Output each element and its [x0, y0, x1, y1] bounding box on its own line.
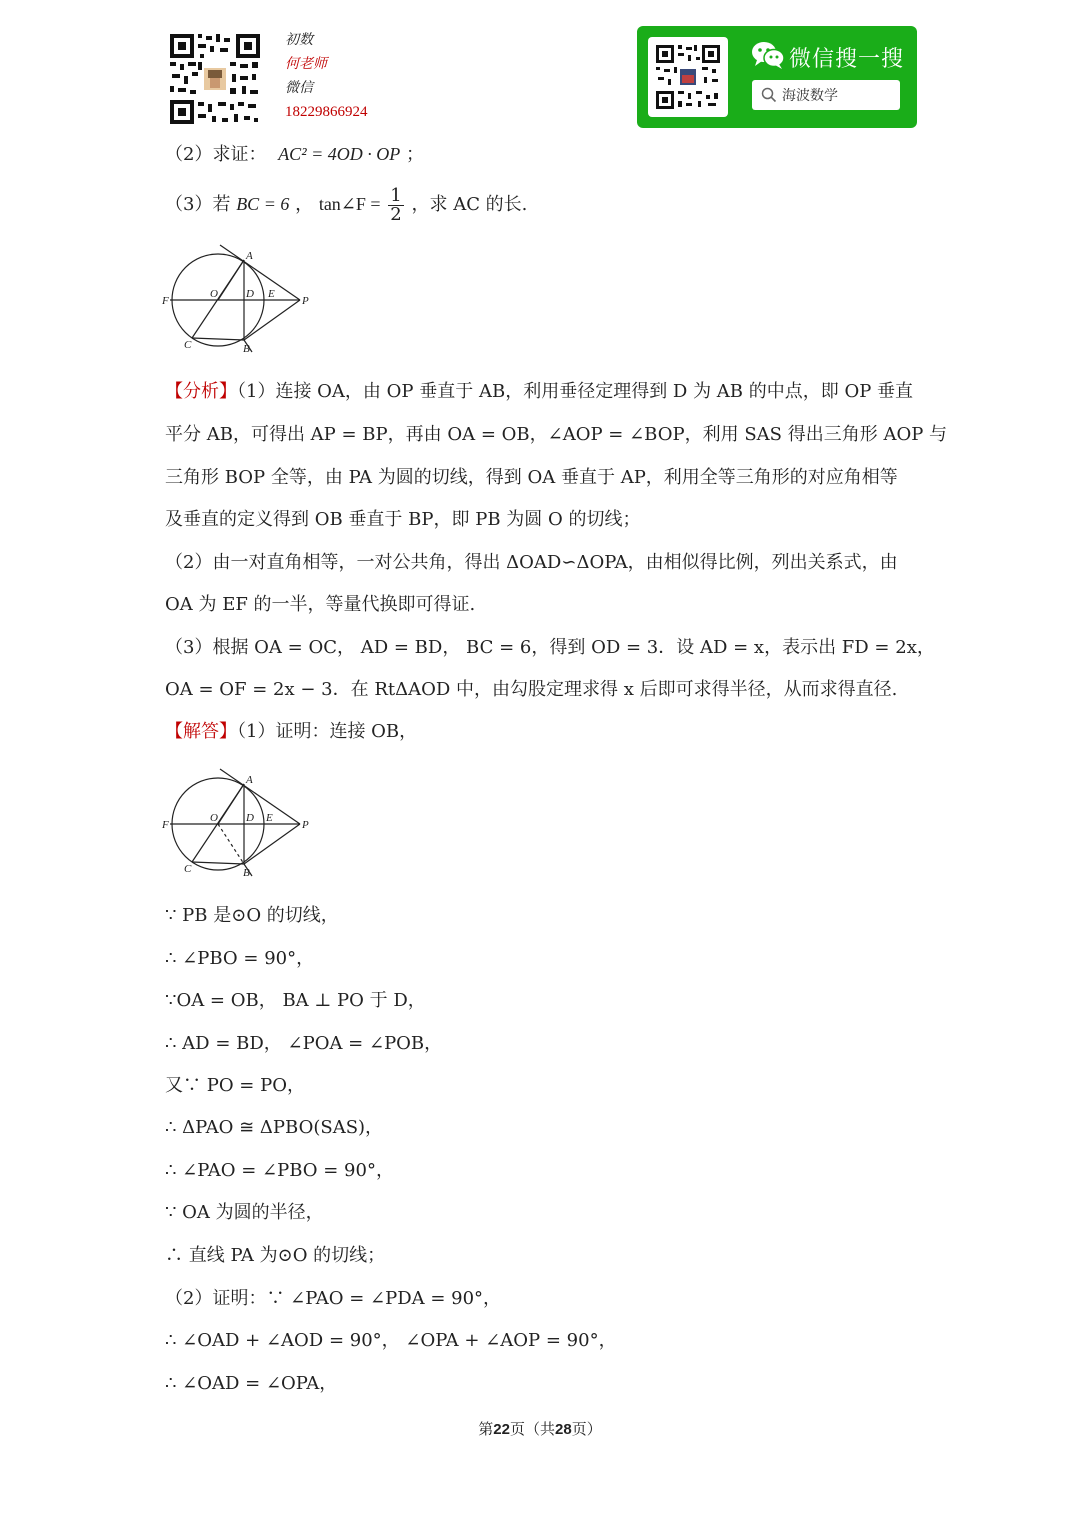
geometry-figure-2	[160, 764, 320, 884]
analysis-line-5: （2）由一对直角相等，一对公共角，得出 ΔOAD∽ΔOPA，由相似得比例，列出关系式，由	[165, 552, 898, 573]
fig2-label-B: B	[243, 867, 250, 879]
contact-info	[285, 28, 368, 124]
qr-code-left-graphic	[168, 32, 262, 126]
wechat-search-card[interactable]	[637, 26, 917, 128]
solution-step-9: ∴ 直线 PA 为⊙O 的切线；	[165, 1245, 386, 1266]
fig1-label-C: C	[184, 339, 192, 351]
analysis-line-6: OA 为 EF 的一半，等量代换即可得证.	[165, 594, 476, 615]
fig2-label-F: F	[162, 819, 169, 831]
q3-bc: BC = 6	[236, 194, 290, 214]
q2-label: （2）求证：	[165, 144, 267, 165]
fig2-label-P: P	[302, 819, 309, 831]
analysis-line-2: 平分 AB，可得出 AP = BP，再由 OA = OB，∠AOP = ∠BOP，利用 SAS 得出三角形 AOP 与	[165, 424, 948, 445]
wechat-qr-code-graphic	[648, 37, 728, 117]
solution-step-2: ∴ ∠PBO = 90°，	[165, 948, 315, 969]
wechat-logo-icon	[751, 40, 785, 70]
contact-line-phone: 18229866924	[285, 104, 368, 120]
fig2-label-E: E	[266, 812, 273, 824]
solution-step-11: ∴ ∠OAD + ∠AOD = 90°， ∠OPA + ∠AOP = 90°，	[165, 1330, 617, 1351]
contact-line-subject: 初数	[285, 32, 313, 48]
fig1-label-P: P	[302, 295, 309, 307]
footer-post: 页）	[571, 1420, 602, 1438]
contact-line-teacher: 何老师	[285, 56, 327, 72]
analysis-text-1: （1）连接 OA，由 OP 垂直于 AB，利用垂径定理得到 D 为 AB 的中点，即 OP 垂直	[237, 381, 914, 402]
fig1-label-D: D	[246, 288, 254, 300]
question-part-3: （3）若 BC = 6 ， tan∠F = $\frac{1}{2}$ ，求 AC 的长.	[165, 184, 528, 225]
fig1-label-B: B	[243, 343, 250, 355]
fig2-label-A: A	[246, 774, 253, 786]
solution-tag: 【解答】	[165, 721, 237, 742]
fig1-label-E: E	[268, 288, 275, 300]
footer-pre: 第	[478, 1420, 494, 1438]
solution-intro-text: （1）证明：连接 OB，	[237, 721, 418, 742]
q3-tan: tan∠F =	[318, 194, 381, 214]
analysis-line-7: （3）根据 OA = OC， AD = BD， BC = 6，得到 OD = 3．设 AD = x，表示出 FD = 2x，	[165, 637, 935, 658]
q2-end: ；	[405, 144, 424, 165]
footer-total-pages: 28	[555, 1421, 572, 1438]
footer-page-number: 22	[493, 1421, 510, 1438]
wechat-search-title: 微信搜一搜	[789, 47, 905, 72]
fig1-label-O: O	[210, 288, 218, 300]
q2-equation: AC² = 4OD · OP	[278, 144, 401, 164]
q3-fraction-denominator: 2	[390, 203, 402, 225]
analysis-line-4: 及垂直的定义得到 OB 垂直于 BP，即 PB 为圆 O 的切线；	[165, 509, 641, 530]
fig2-label-C: C	[184, 863, 192, 875]
analysis-line-8: OA = OF = 2x − 3．在 RtΔAOD 中，由勾股定理求得 x 后即可求得半径，从而求得直径.	[165, 679, 898, 700]
fig1-label-F: F	[162, 295, 169, 307]
solution-step-12: ∴ ∠OAD = ∠OPA，	[165, 1373, 338, 1394]
fig1-label-A: A	[246, 250, 253, 262]
search-icon	[761, 87, 777, 103]
solution-step-5: 又∵ PO = PO，	[165, 1075, 305, 1096]
solution-step-6: ∴ ΔPAO ≅ ΔPBO(SAS)，	[165, 1117, 384, 1138]
q3-fraction	[388, 184, 403, 225]
wechat-qr-code	[648, 37, 728, 117]
question-part-2	[165, 142, 424, 167]
q3-end: ，求 AC 的长.	[411, 194, 528, 215]
qr-code-left	[168, 32, 262, 126]
solution-line-intro	[165, 720, 417, 744]
analysis-line-1	[165, 380, 913, 404]
page-footer	[0, 1418, 1080, 1439]
fig2-label-O: O	[210, 812, 218, 824]
q3-label: （3）若	[165, 194, 231, 215]
analysis-tag: 【分析】	[165, 381, 237, 402]
solution-step-3: ∵OA = OB， BA ⊥ PO 于 D，	[165, 990, 426, 1011]
wechat-search-text: 海波数学	[782, 88, 838, 104]
footer-mid: 页（共	[509, 1420, 555, 1438]
fig2-label-D: D	[246, 812, 254, 824]
wechat-search-box[interactable]	[752, 80, 900, 110]
solution-step-1: ∵ PB 是⊙O 的切线，	[165, 905, 339, 926]
contact-line-wechat: 微信	[285, 80, 313, 96]
solution-step-7: ∴ ∠PAO = ∠PBO = 90°，	[165, 1160, 394, 1181]
solution-step-4: ∴ AD = BD， ∠POA = ∠POB，	[165, 1033, 443, 1054]
solution-step-8: ∵ OA 为圆的半径，	[165, 1202, 324, 1223]
solution-step-10: （2）证明：∵ ∠PAO = ∠PDA = 90°，	[165, 1288, 502, 1309]
geometry-figure-1	[160, 240, 320, 360]
analysis-line-3: 三角形 BOP 全等，由 PA 为圆的切线，得到 OA 垂直于 AP，利用全等三角形的对应角相等	[165, 467, 898, 488]
q3-fraction-numerator: 1	[390, 184, 402, 206]
